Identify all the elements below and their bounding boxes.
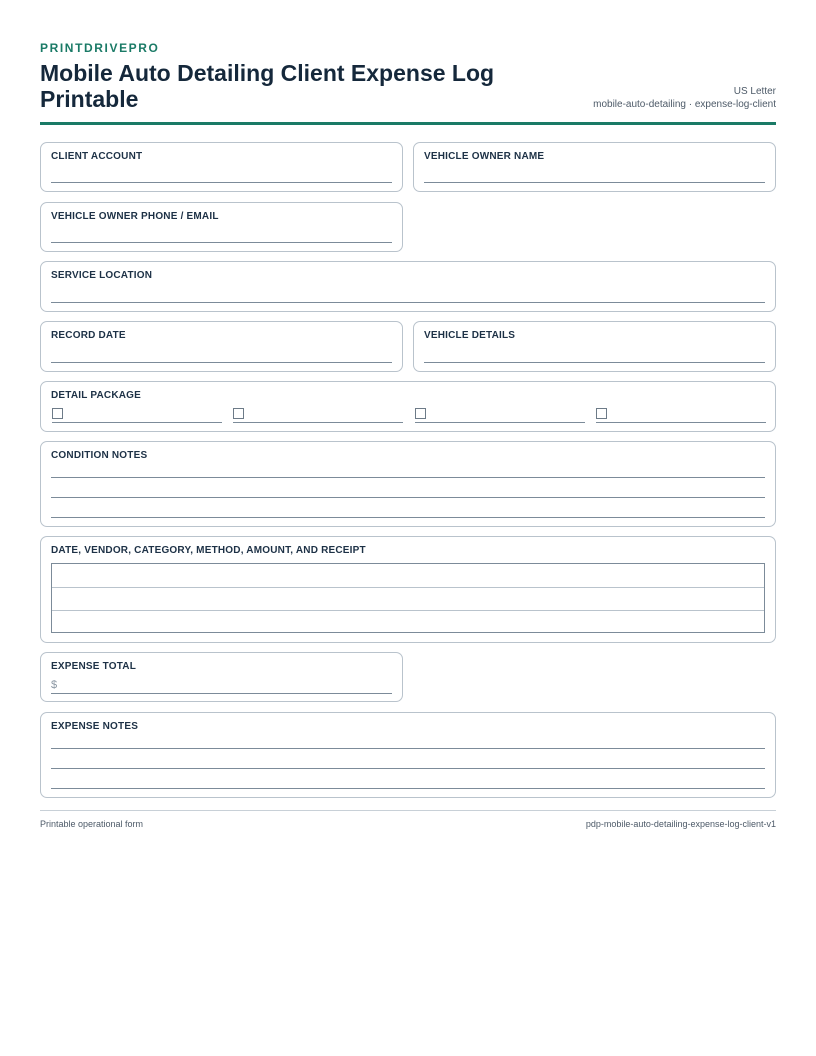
vehicle-owner-name-label: VEHICLE OWNER NAME [424,151,545,162]
package-option-3-checkbox[interactable] [415,408,426,419]
service-location-field[interactable] [40,261,776,312]
expense-notes-label: EXPENSE NOTES [51,721,139,732]
table-row-divider [52,610,764,611]
service-location-line[interactable] [51,302,765,303]
footer-rule [40,810,776,811]
package-option-3-line[interactable] [415,422,585,423]
vehicle-owner-contact-field[interactable] [40,202,403,252]
expense-total-field[interactable] [40,652,403,702]
package-option-2-checkbox[interactable] [233,408,244,419]
vehicle-details-field[interactable] [413,321,776,372]
document-slug: mobile-auto-detailing · expense-log-client [593,99,776,110]
expense-total-label: EXPENSE TOTAL [51,661,137,672]
vehicle-owner-name-line[interactable] [424,182,765,183]
expense-table[interactable] [51,563,765,633]
vehicle-owner-contact-line[interactable] [51,242,392,243]
footer-form-id: pdp-mobile-auto-detailing-expense-log-client-v1 [585,819,776,829]
client-account-line[interactable] [51,182,392,183]
brand-name: PRINTDRIVEPRO [40,41,160,55]
table-row-divider [52,587,764,588]
expense-table-section [40,536,776,643]
vehicle-details-line[interactable] [424,362,765,363]
service-location-label: SERVICE LOCATION [51,270,153,281]
condition-notes-field[interactable] [40,441,776,527]
condition-notes-line[interactable] [51,477,765,478]
record-date-label: RECORD DATE [51,330,126,341]
expense-notes-field[interactable] [40,712,776,798]
detail-package-field [40,381,776,432]
package-option-4-checkbox[interactable] [596,408,607,419]
client-account-label: CLIENT ACCOUNT [51,151,143,162]
record-date-line[interactable] [51,362,392,363]
vehicle-details-label: VEHICLE DETAILS [424,330,516,341]
package-option-1-checkbox[interactable] [52,408,63,419]
condition-notes-line[interactable] [51,517,765,518]
expense-notes-line[interactable] [51,748,765,749]
package-option-1-line[interactable] [52,422,222,423]
condition-notes-line[interactable] [51,497,765,498]
header-rule [40,122,776,125]
expense-notes-line[interactable] [51,768,765,769]
client-account-field[interactable] [40,142,403,192]
condition-notes-label: CONDITION NOTES [51,450,148,461]
vehicle-owner-contact-label: VEHICLE OWNER PHONE / EMAIL [51,211,219,222]
package-option-2-line[interactable] [233,422,403,423]
detail-package-label: DETAIL PACKAGE [51,390,142,401]
package-option-4-line[interactable] [596,422,766,423]
document-meta [593,85,776,111]
expense-table-label: DATE, VENDOR, CATEGORY, METHOD, AMOUNT, AND RECEIPT [51,545,366,556]
expense-notes-line[interactable] [51,788,765,789]
currency-symbol: $ [51,679,58,691]
expense-total-line[interactable] [51,693,392,694]
record-date-field[interactable] [40,321,403,372]
paper-size: US Letter [733,86,776,97]
page-title: Mobile Auto Detailing Client Expense Log Printable [40,60,495,112]
vehicle-owner-name-field[interactable] [413,142,776,192]
footer-left-text: Printable operational form [40,819,144,829]
